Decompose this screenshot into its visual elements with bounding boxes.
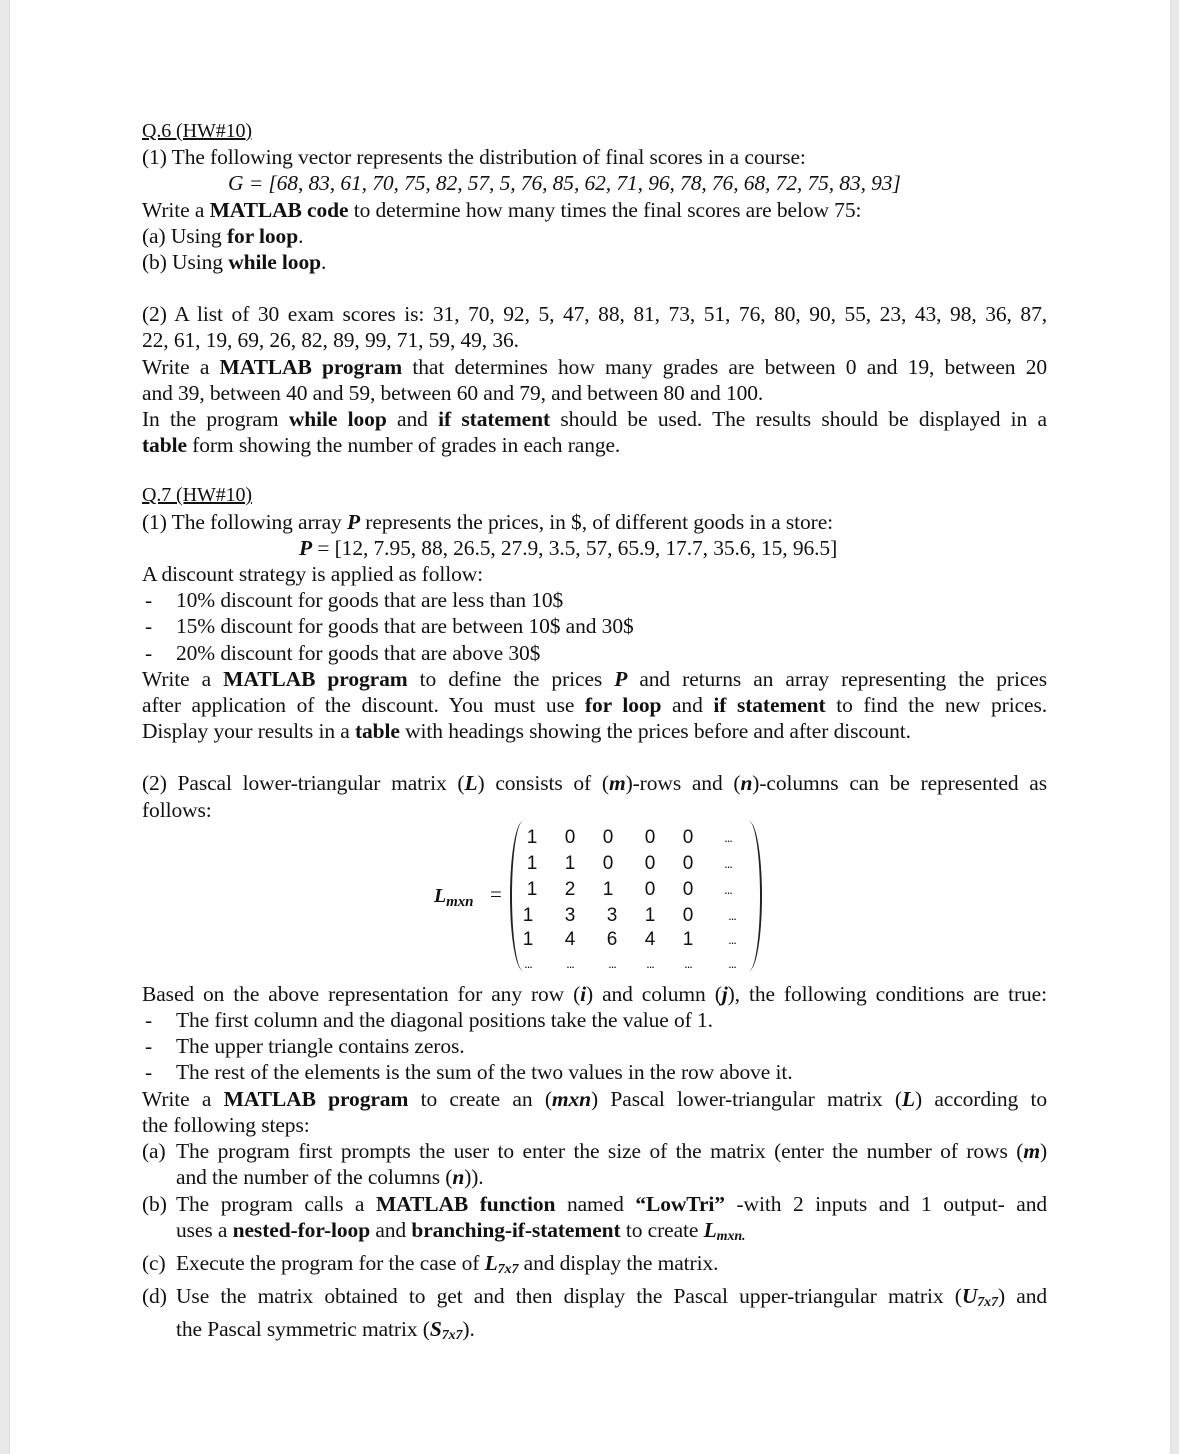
- matrix-cell: ...: [684, 955, 692, 971]
- equals-sign: =: [490, 881, 502, 906]
- q7-array-p: [142, 535, 1047, 561]
- matrix-cell: 2: [564, 878, 576, 900]
- text: and: [370, 1217, 412, 1242]
- vector-g-expr: G = [68, 83, 61, 70, 75, 82, 57, 5, 76, 85, 62, 71, 96, 78, 76, 68, 72, 75, 83, 93]: [228, 171, 901, 196]
- text: represents the prices, in $, of different goods in a store:: [360, 509, 834, 534]
- matrix-cell: 1: [522, 904, 534, 926]
- var-l: L: [484, 1250, 498, 1275]
- text: )-columns can be represented as: [752, 771, 1047, 796]
- document-page: [9, 0, 1171, 1454]
- step-b: [142, 1191, 1047, 1250]
- text: ) according to: [914, 1086, 1048, 1111]
- step-text: [176, 1250, 1047, 1283]
- text: -with 2 inputs and 1 output- and: [724, 1191, 1048, 1216]
- var-n: n: [740, 771, 753, 796]
- step-text: [176, 1164, 1047, 1190]
- text: and the number of the columns (: [176, 1165, 453, 1190]
- matrix-cell: ...: [728, 907, 736, 923]
- q7-strategy: A discount strategy is applied as follow:: [142, 562, 484, 587]
- text: and returns an array representing the prices: [627, 666, 1048, 691]
- text: (2) Pascal lower-triangular matrix (: [142, 771, 465, 796]
- matrix-cell: 0: [644, 826, 656, 848]
- text: ) consists of (: [477, 771, 609, 796]
- right-paren: [740, 821, 762, 971]
- q6-part1-intro: (1) The following vector represents the distribution of final scores in a course:: [142, 145, 806, 170]
- spacer: [142, 744, 1047, 770]
- text: to find the new prices.: [825, 693, 1048, 718]
- document-content: [142, 118, 1047, 1350]
- subscript: mxn: [446, 893, 474, 910]
- text: form showing the number of grades in each range.: [186, 433, 621, 458]
- step-text: [176, 1138, 1047, 1164]
- text: ), the following conditions are true:: [727, 981, 1048, 1006]
- text: uses a: [176, 1217, 233, 1242]
- var-p: P: [299, 535, 313, 560]
- matrix-cell: 3: [564, 904, 576, 926]
- bold-text: for loop: [226, 223, 299, 248]
- matrix-cell: ...: [724, 855, 732, 871]
- q6-part2-ranges: and 39, between 40 and 59, between 60 and 79, and between 80 and 100.: [142, 380, 764, 405]
- text: In the program: [142, 407, 289, 432]
- matrix-cell: ...: [724, 881, 732, 897]
- matrix-cell: 1: [682, 928, 694, 950]
- condition-bullet: - The upper triangle contains zeros.: [142, 1033, 1047, 1059]
- matrix-cell: 6: [606, 928, 618, 950]
- var-p: P: [614, 666, 628, 691]
- matrix-cell: 0: [564, 826, 576, 848]
- step-text: [176, 1283, 1047, 1316]
- condition-bullet: - The first column and the diagonal positions take the value of 1.: [142, 1007, 1047, 1033]
- text: and display the matrix.: [518, 1250, 719, 1275]
- q7-part1-write: [142, 666, 1047, 692]
- text: (1) The following array: [142, 509, 347, 534]
- text: ) and column (: [586, 981, 722, 1006]
- step-label: (b): [142, 1191, 167, 1216]
- matrix-cell: ...: [646, 955, 654, 971]
- step-label: (a): [142, 1139, 166, 1164]
- step-text: [176, 1191, 1047, 1217]
- text: .: [298, 223, 304, 248]
- step-c: [142, 1250, 1047, 1283]
- discount-bullet: - 15% discount for goods that are between 10$ and 30$: [142, 613, 1047, 639]
- text: after application of the discount. You must use: [142, 693, 585, 718]
- text: Display your results in a: [142, 719, 355, 744]
- matrix-cell: ...: [566, 955, 574, 971]
- var-m: m: [608, 771, 626, 796]
- text: the Pascal symmetric matrix (: [176, 1317, 430, 1342]
- bold-text: for loop: [584, 693, 662, 718]
- text: with headings showing the prices before and after discount.: [399, 719, 911, 744]
- matrix-cell: 0: [644, 852, 656, 874]
- bold-text: if statement: [438, 407, 551, 432]
- matrix-cell: ...: [724, 829, 732, 845]
- subscript: 7x7: [977, 1295, 998, 1311]
- matrix-cell: 0: [644, 878, 656, 900]
- bold-text: “LowTri”: [635, 1191, 725, 1216]
- text: .: [320, 250, 327, 275]
- matrix-cell: 1: [526, 878, 538, 900]
- q6-part2-write: [142, 354, 1047, 380]
- matrix-cell: 4: [644, 928, 656, 950]
- discount-bullet: - 10% discount for goods that are less than 10$: [142, 587, 1047, 613]
- text: and: [386, 407, 439, 432]
- bold-text: while loop: [228, 250, 321, 275]
- matrix-cell: ...: [728, 931, 736, 947]
- step-d: [142, 1283, 1047, 1349]
- var-j: j: [721, 981, 728, 1006]
- bold-text: MATLAB program: [223, 1086, 409, 1111]
- text: ).: [462, 1317, 475, 1342]
- q6-part1-task: [142, 197, 1047, 223]
- q7-title: Q.7 (HW#10): [142, 484, 252, 507]
- text: should be used. The results should be displayed in a: [550, 407, 1047, 432]
- q6-part2-line2: 22, 61, 19, 69, 26, 82, 89, 99, 71, 59, 49, 36.: [142, 328, 519, 353]
- text: to create: [620, 1217, 704, 1242]
- subscript: 7x7: [497, 1261, 519, 1277]
- bold-text: table: [142, 433, 187, 458]
- spacer: [142, 275, 1047, 301]
- step-label: (d): [142, 1284, 167, 1309]
- var-mxn: mxn: [551, 1086, 592, 1111]
- bold-text: nested-for-loop: [232, 1217, 371, 1242]
- step-text: [176, 1316, 1047, 1349]
- bold-text: table: [354, 719, 400, 744]
- bold-text: while loop: [288, 407, 387, 432]
- text: )-rows and (: [625, 771, 741, 796]
- matrix-cell: 0: [682, 852, 694, 874]
- bold-text: if statement: [713, 693, 826, 718]
- text: that determines how many grades are between 0 and 19, between 20: [402, 354, 1048, 379]
- bold-text: MATLAB function: [375, 1191, 556, 1216]
- q7-part2-steps-intro: the following steps:: [142, 1112, 310, 1137]
- q6-part2-line1: (2) A list of 30 exam scores is: 31, 70, 92, 5, 47, 88, 81, 73, 51, 76, 80, 90, 55, 23, 43, 98, 36, 87,: [142, 302, 1047, 327]
- matrix-cell: 1: [526, 826, 538, 848]
- matrix-label: [434, 883, 473, 915]
- var-l: L: [901, 1086, 915, 1111]
- text: to define the prices: [407, 666, 615, 691]
- matrix-cell: ...: [524, 955, 532, 971]
- q6-title: Q.6 (HW#10): [142, 120, 252, 142]
- text: The program first prompts the user to enter the size of the matrix (enter the number of rows (: [176, 1139, 1024, 1164]
- q7-part2-line2: follows:: [142, 797, 212, 822]
- matrix-cell: 1: [526, 852, 538, 874]
- matrix-cell: 0: [602, 852, 614, 874]
- q6-vector-g: [142, 170, 1047, 196]
- text: and: [661, 693, 714, 718]
- q7-part1-line3: [142, 718, 1047, 744]
- text: Write a: [142, 197, 210, 222]
- matrix-cell: 0: [602, 826, 614, 848]
- var-i: i: [580, 981, 587, 1006]
- q6-part2-program: [142, 406, 1047, 432]
- text: (b) Using: [142, 250, 229, 275]
- text: )).: [464, 1165, 484, 1190]
- matrix-cell: 1: [602, 878, 614, 900]
- text: to create an (: [408, 1086, 552, 1111]
- array-values: = [12, 7.95, 88, 26.5, 27.9, 3.5, 57, 65.9, 17.7, 35.6, 15, 96.5]: [312, 535, 838, 560]
- matrix-cell: 3: [606, 904, 618, 926]
- var-l: L: [703, 1217, 717, 1242]
- q7-part1-intro: [142, 509, 1047, 535]
- text: The program calls a: [176, 1191, 376, 1216]
- q7-conditions-intro: [142, 981, 1047, 1007]
- matrix-cell: 0: [682, 904, 694, 926]
- matrix-cell: 1: [644, 904, 656, 926]
- var-m: m: [1023, 1139, 1040, 1164]
- step-a: [142, 1138, 1047, 1190]
- pascal-matrix-equation: [142, 823, 1047, 981]
- step-text: [176, 1217, 1047, 1250]
- var-u: U: [961, 1284, 978, 1309]
- step-label: (c): [142, 1250, 166, 1275]
- q7-part1-line2: [142, 692, 1047, 718]
- text: Execute the program for the case of: [176, 1250, 485, 1275]
- text: ) Pascal lower-triangular matrix (: [591, 1086, 902, 1111]
- var-l: L: [464, 771, 478, 796]
- matrix-cell: ...: [728, 955, 736, 971]
- var-s: S: [429, 1317, 442, 1342]
- text: ): [1039, 1139, 1047, 1164]
- q7-part2-write: [142, 1086, 1047, 1112]
- matrix-cell: 0: [682, 878, 694, 900]
- text: Write a: [142, 666, 224, 691]
- q7-part2-line1: [142, 770, 1047, 796]
- matrix-cell: 1: [522, 928, 534, 950]
- text: Write a: [142, 1086, 224, 1111]
- matrix-cell: ...: [608, 955, 616, 971]
- text: Write a: [142, 354, 220, 379]
- var-n: n: [452, 1165, 465, 1190]
- matrix-cell: 1: [564, 852, 576, 874]
- q6-part1-b: [142, 249, 1047, 275]
- text: named: [555, 1191, 636, 1216]
- q6-part2-table: [142, 432, 1047, 458]
- text: to determine how many times the final scores are below 75:: [348, 197, 862, 222]
- bold-text: MATLAB program: [223, 666, 408, 691]
- bold-text: branching-if-statement: [411, 1217, 621, 1242]
- bold-text: MATLAB program: [219, 354, 403, 379]
- discount-bullet: - 20% discount for goods that are above 30$: [142, 640, 1047, 666]
- var-p: P: [346, 509, 361, 534]
- subscript: mxn.: [716, 1228, 746, 1244]
- bold-text: MATLAB code: [209, 197, 349, 222]
- matrix-cell: 4: [564, 928, 576, 950]
- q6-part1-a: [142, 223, 1047, 249]
- subscript: 7x7: [441, 1328, 463, 1344]
- text: Use the matrix obtained to get and then display the Pascal upper-triangular matrix (: [176, 1284, 962, 1309]
- text: (a) Using: [142, 223, 227, 248]
- spacer: [142, 458, 1047, 482]
- condition-bullet: - The rest of the elements is the sum of the two values in the row above it.: [142, 1059, 1047, 1085]
- text: ) and: [997, 1284, 1047, 1309]
- text: L: [434, 884, 447, 907]
- matrix-cell: 0: [682, 826, 694, 848]
- text: Based on the above representation for any row (: [142, 981, 581, 1006]
